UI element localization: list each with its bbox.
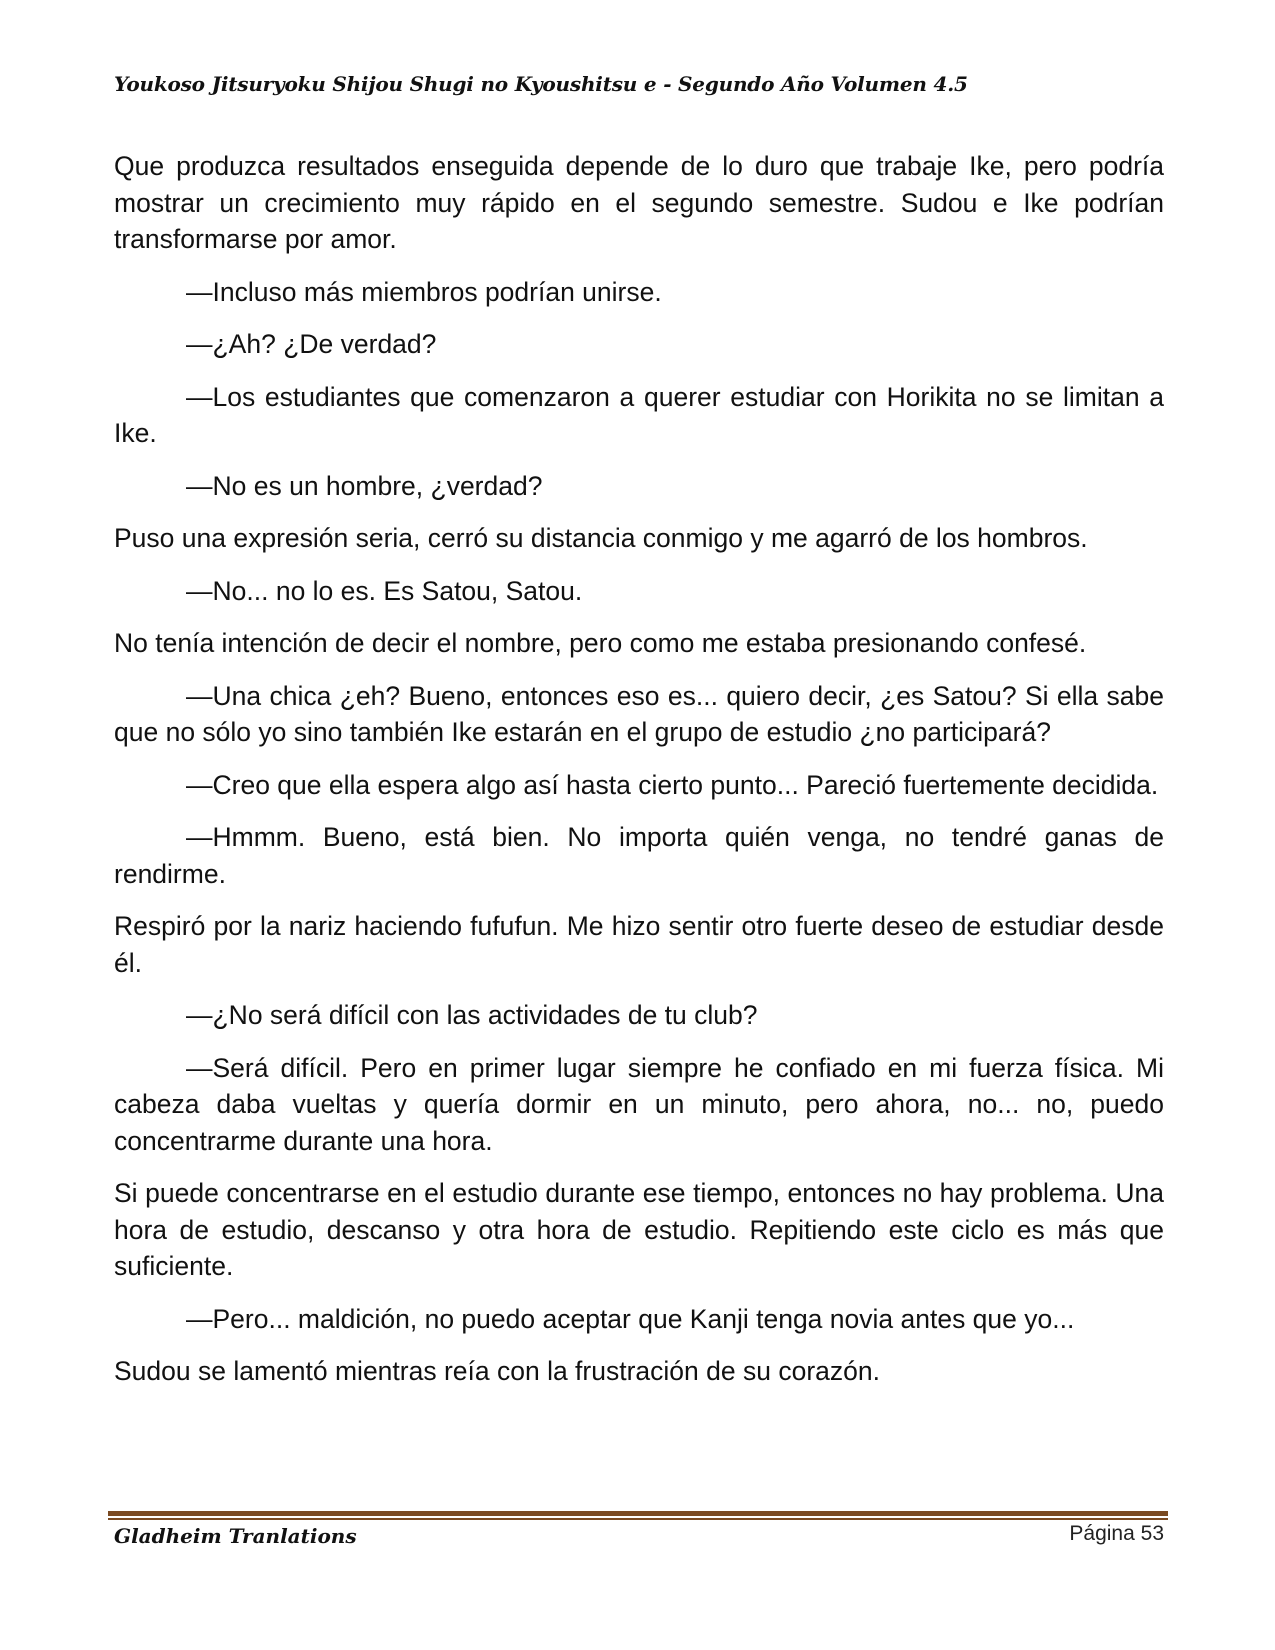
dialogue-line: —Creo que ella espera algo así hasta cierto punto... Pareció fuertemente decidida. <box>186 769 1159 800</box>
footer-credit: Gladheim Tranlations <box>114 1524 357 1548</box>
dialogue-line: —Será difícil. Pero en primer lugar siempre he confiado en mi fuerza física. Mi cabeza daba vueltas y quería dormir en un minuto, pero ahora, no... no, puedo concentrarme durante una hora. <box>114 1052 1164 1156</box>
dialogue-line: —Hmmm. Bueno, está bien. No importa quién venga, no tendré ganas de rendirme. <box>114 822 1164 889</box>
dialogue-line: —Incluso más miembros podrían unirse. <box>186 276 662 307</box>
dialogue-line: —Los estudiantes que comenzaron a querer estudiar con Horikita no se limitan a Ike. <box>114 381 1164 448</box>
body-text <box>114 148 1164 1406</box>
paragraph: Puso una expresión seria, cerró su distancia conmigo y me agarró de los hombros. <box>114 523 1088 553</box>
dialogue-line: —Pero... maldición, no puedo aceptar que Kanji tenga novia antes que yo... <box>186 1303 1075 1334</box>
dialogue-line: —No es un hombre, ¿verdad? <box>186 470 543 501</box>
paragraph: Que produzca resultados enseguida depende de lo duro que trabaje Ike, pero podría mostrar un crecimiento muy rápido en el segundo semestre. Sudou e Ike podrían transformarse por amor. <box>114 151 1164 254</box>
page-label: Página <box>1069 1522 1135 1545</box>
dialogue-line: —¿No será difícil con las actividades de tu club? <box>186 1000 758 1030</box>
paragraph: Sudou se lamentó mientras reía con la frustración de su corazón. <box>114 1356 880 1386</box>
paragraph: No tenía intención de decir el nombre, pero como me estaba presionando confesé. <box>114 628 1087 658</box>
dialogue-line: —Una chica ¿eh? Bueno, entonces eso es... quiero decir, ¿es Satou? Si ella sabe que no sólo yo sino también Ike estarán en el grupo de estudio ¿no participará? <box>114 680 1164 747</box>
paragraph: Si puede concentrarse en el estudio durante ese tiempo, entonces no hay problema. Una hora de estudio, descanso y otra hora de estudio. Repitiendo este ciclo es más que suficiente. <box>114 1178 1164 1281</box>
dialogue-line: —¿Ah? ¿De verdad? <box>186 329 437 359</box>
page-header-title: Youkoso Jitsuryoku Shijou Shugi no Kyoushitsu e - Segundo Año Volumen 4.5 <box>114 72 968 96</box>
footer-divider-thin <box>108 1518 1168 1520</box>
page-number: 53 <box>1140 1522 1164 1545</box>
dialogue-line: —No... no lo es. Es Satou, Satou. <box>186 575 583 606</box>
paragraph: Respiró por la nariz haciendo fufufun. Me hizo sentir otro fuerte deseo de estudiar desde él. <box>114 911 1164 978</box>
footer-divider-thick <box>108 1511 1168 1516</box>
page-number-block <box>1069 1522 1164 1546</box>
